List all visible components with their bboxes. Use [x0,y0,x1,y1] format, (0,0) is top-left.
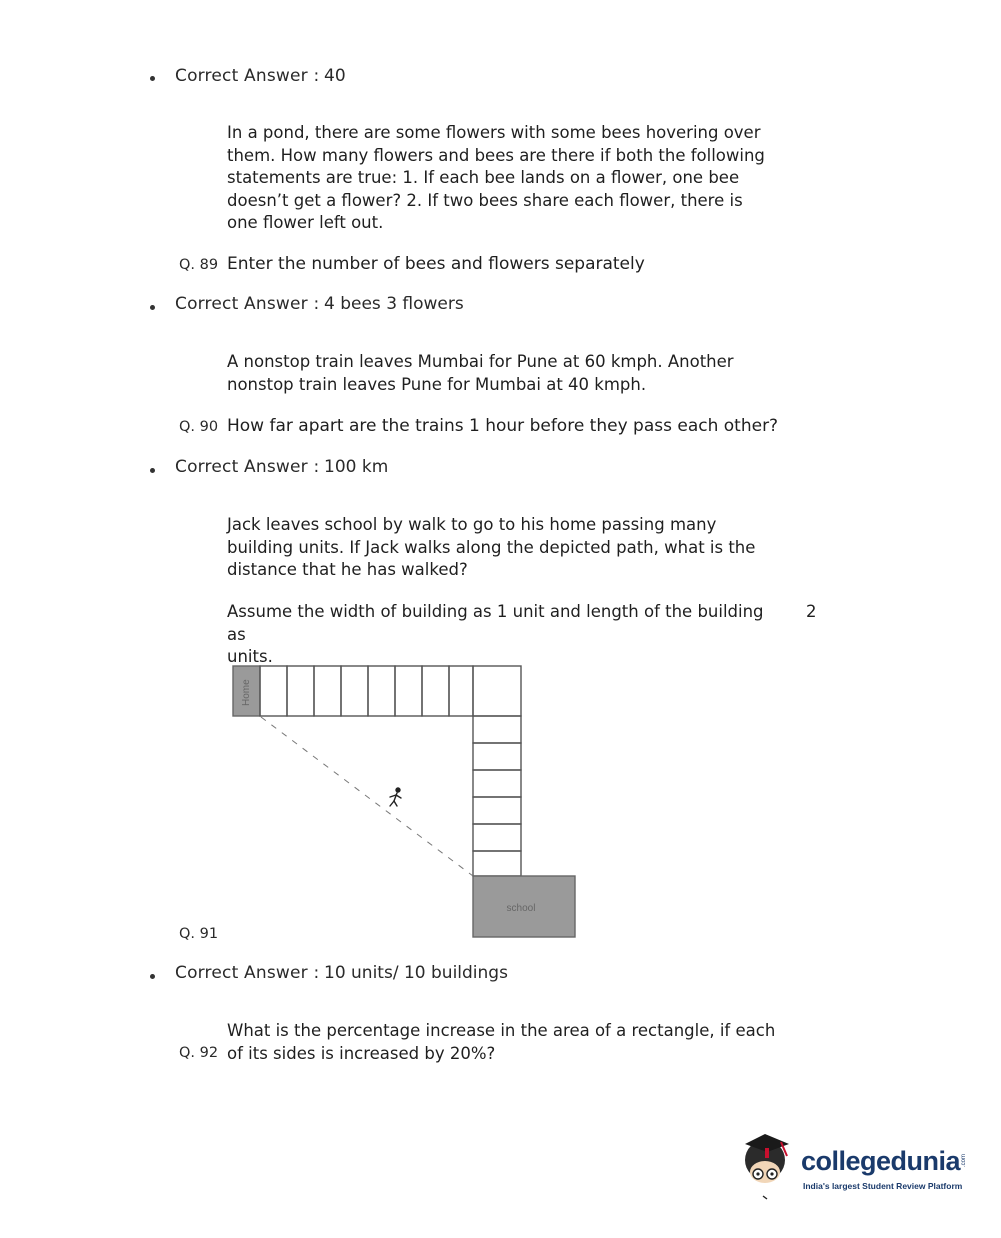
correct-answer-label: Correct Answer : [175,66,320,86]
q89-passage: In a pond, there are some flowers with some bees hovering over them. How many flowers and bees are there if both the following statements are true: 1. If each bee lands on a flower, one bee doesn’t get a flower? 2. If two bees share each flower, there is one flower left out. [227,123,765,232]
collegedunia-logo [743,1130,973,1202]
building-unit [395,666,422,716]
building-unit [422,666,449,716]
building-unit [260,666,287,716]
q89-number: Q. 89 [179,257,219,273]
building-unit [473,851,521,876]
q91-assumption [227,601,787,669]
q91-number: Q. 91 [179,926,219,942]
building-unit [341,666,368,716]
q90-number: Q. 90 [179,419,219,435]
walker-icon [390,788,401,806]
building-unit [473,797,521,824]
q91-assumption-text: Assume the width of building as 1 unit and length of the building as [227,602,764,644]
logo-tagline: India's largest Student Review Platform [803,1181,963,1191]
walking-path [261,717,473,876]
building-unit [473,716,521,743]
answer-bullet [150,76,155,81]
q91-path-diagram [225,660,585,945]
building-unit [473,770,521,797]
logo-wordmark: collegedunia [801,1146,961,1176]
correct-answer-value: 40 [324,66,346,86]
q92-number: Q. 92 [179,1045,219,1061]
building-unit [314,666,341,716]
answer-bullet [150,468,155,473]
building-unit [473,666,521,716]
correct-answer-value: 10 units/ 10 buildings [324,963,508,983]
logo-domain-suffix: .com [961,1154,967,1168]
building-unit [473,824,521,851]
building-unit [473,743,521,770]
q90-question: How far apart are the trains 1 hour before they pass each other? [227,416,779,436]
building-unit [287,666,314,716]
q91-assumption-number: 2 [806,602,817,621]
correct-answer-label: Correct Answer : [175,963,320,983]
answer-bullet [150,974,155,979]
q91-assumption-end: units. [227,647,273,666]
correct-answer-value: 4 bees 3 flowers [324,294,464,314]
home-label: Home [241,679,252,706]
correct-answer-label: Correct Answer : [175,457,320,477]
q92-question: What is the percentage increase in the area of a rectangle, if each of its sides is increased by 20%? [227,1021,776,1063]
building-unit [449,666,473,716]
correct-answer-value: 100 km [324,457,389,477]
mascot-icon [743,1130,803,1200]
q89-question: Enter the number of bees and flowers separately [227,254,645,274]
q90-passage: A nonstop train leaves Mumbai for Pune at 60 kmph. Another nonstop train leaves Pune for Mumbai at 40 kmph. [227,352,734,394]
answer-bullet [150,305,155,310]
correct-answer-label: Correct Answer : [175,294,320,314]
building-unit [368,666,395,716]
school-label: school [506,903,536,914]
q91-passage: Jack leaves school by walk to go to his home passing many building units. If Jack walks along the depicted path, what is the distance that he has walked? [227,515,756,579]
